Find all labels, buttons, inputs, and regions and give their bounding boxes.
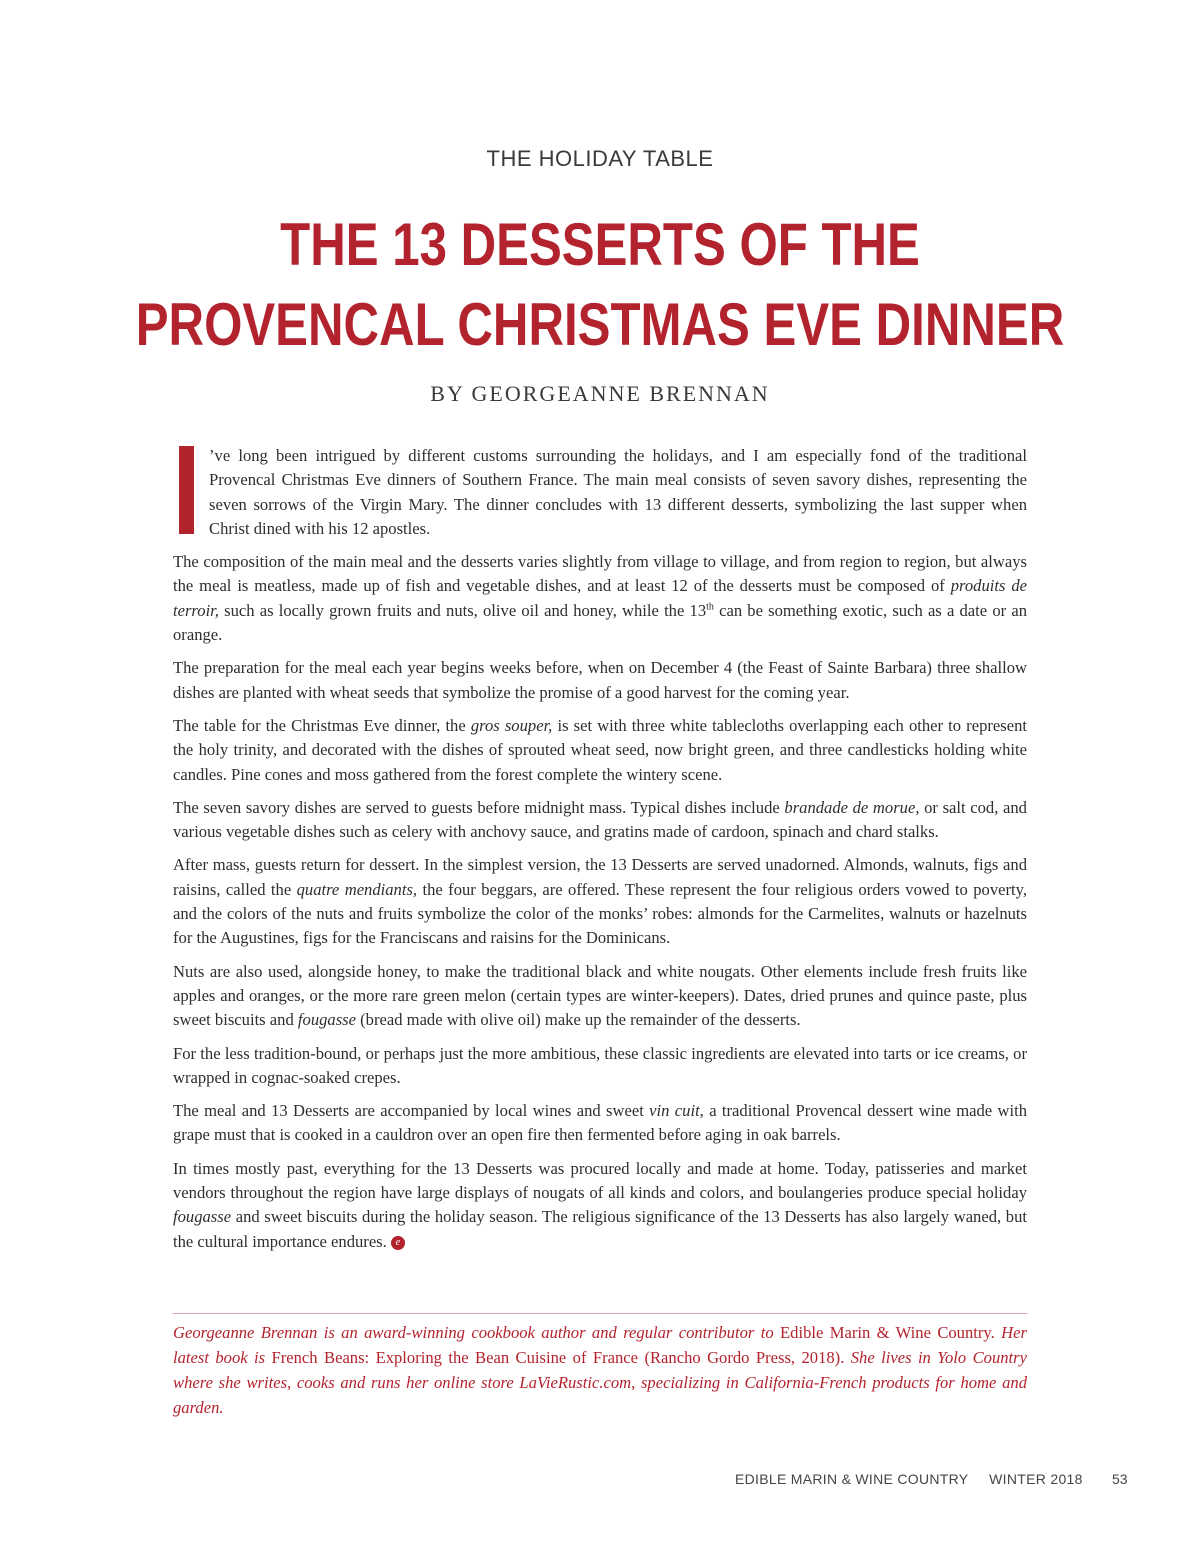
title-line-2: PROVENCAL CHRISTMAS EVE DINNER (135, 291, 1065, 358)
paragraph: After mass, guests return for dessert. In the simplest version, the 13 Desserts are served unadorned. Almonds, walnuts, figs and raisins, called the quatre mendiants, the four beggars, are offered. These represent the four religious orders vowed to poverty, and the colors of the nuts and fruits symbolize the color of the monks’ robes: almonds for the Carmelites, walnuts or hazelnuts for the Augustines, figs for the Franciscans and raisins for the Dominicans. (173, 855, 1027, 948)
paragraph: The composition of the main meal and the desserts varies slightly from village to village, and from region to region, but always the meal is meatless, made up of fish and vegetable dishes, and at least 12 of the desserts must be composed of produits de terroir, such as locally grown fruits and nuts, olive oil and honey, while the 13th can be something exotic, such as a date or an orange. (173, 552, 1027, 645)
page-number: 53 (1112, 1471, 1128, 1487)
byline: BY GEORGEANNE BRENNAN (430, 381, 770, 406)
paragraph: The meal and 13 Desserts are accompanied by local wines and sweet vin cuit, a traditional Provencal dessert wine made with grape must that is cooked in a cauldron over an open fire then fermented before aging in oak barrels. (173, 1101, 1028, 1145)
paragraph: Nuts are also used, alongside honey, to make the traditional black and white nougats. Other elements include fresh fruits like apples and oranges, or the more rare green melon (certain types are winter-keepers). Dates, dried prunes and quince paste, plus sweet biscuits and fougasse (bread made with olive oil) make up the remainder of the desserts. (173, 961, 1027, 1030)
article-title (0, 205, 1200, 365)
page-footer (735, 1471, 1083, 1487)
paragraph: The seven savory dishes are served to guests before midnight mass. Typical dishes include brandade de morue, or salt cod, and various vegetable dishes such as celery with anchovy sauce, and gratins made of cardoon, spinach and chard stalks. (173, 797, 1027, 842)
paragraph: The preparation for the meal each year begins weeks before, when on December 4 (the Feast of Sainte Barbara) three shallow dishes are planted with wheat seeds that symbolize the promise of a good harvest for the coming year. (173, 658, 1027, 702)
issue-label: WINTER 2018 (989, 1471, 1083, 1487)
paragraph: The table for the Christmas Eve dinner, the gros souper, is set with three white tablecloths overlapping each other to represent the holy trinity, and decorated with the dishes of sprouted wheat seed, now bright green, and three candlesticks holding white candles. Pine cones and moss gathered from the forest complete the wintery scene. (173, 715, 1027, 784)
lead-paragraph: ’ve long been intrigued by different customs surrounding the holidays, and I am especially fond of the traditional Provencal Christmas Eve dinners of Southern France. The main meal consists of seven savory dishes, representing the seven sorrows of the Virgin Mary. The dinner concludes with 13 different desserts, symbolizing the last supper when Christ dined with his 12 apostles. (173, 444, 1027, 541)
paragraph: For the less tradition-bound, or perhaps just the more ambitious, these classic ingredients are elevated into tarts or ice creams, or wrapped in cognac-soaked crepes. (173, 1043, 1027, 1087)
author-bio: Georgeanne Brennan is an award-winning cookbook author and regular contributor to Edible Marin & Wine Country. Her latest book is French Beans: Exploring the Bean Cuisine of France (Rancho Gordo Press, 2018). She lives in Yolo Country where she writes, cooks and runs her online store LaVieRustic.com, specializing in California-French products for home and garden. (173, 1323, 1027, 1417)
section-label: THE HOLIDAY TABLE (486, 146, 714, 171)
publication-name: EDIBLE MARIN & WINE COUNTRY (735, 1471, 969, 1487)
paragraph: In times mostly past, everything for the 13 Desserts was procured locally and made at home. Today, patisseries and market vendors throughout the region have large displays of nougats of all kinds and colors, and boulangeries produce special holiday fougasse and sweet biscuits during the holiday season. The religious significance of the 13 Desserts has also largely waned, but the cultural importance endures. e (173, 1158, 1027, 1251)
title-line-1: THE 13 DESSERTS OF THE (280, 211, 920, 278)
drop-cap (179, 446, 194, 534)
bio-divider (173, 1313, 1027, 1314)
end-mark-icon: e (391, 1236, 405, 1250)
article-body (173, 444, 1027, 1263)
